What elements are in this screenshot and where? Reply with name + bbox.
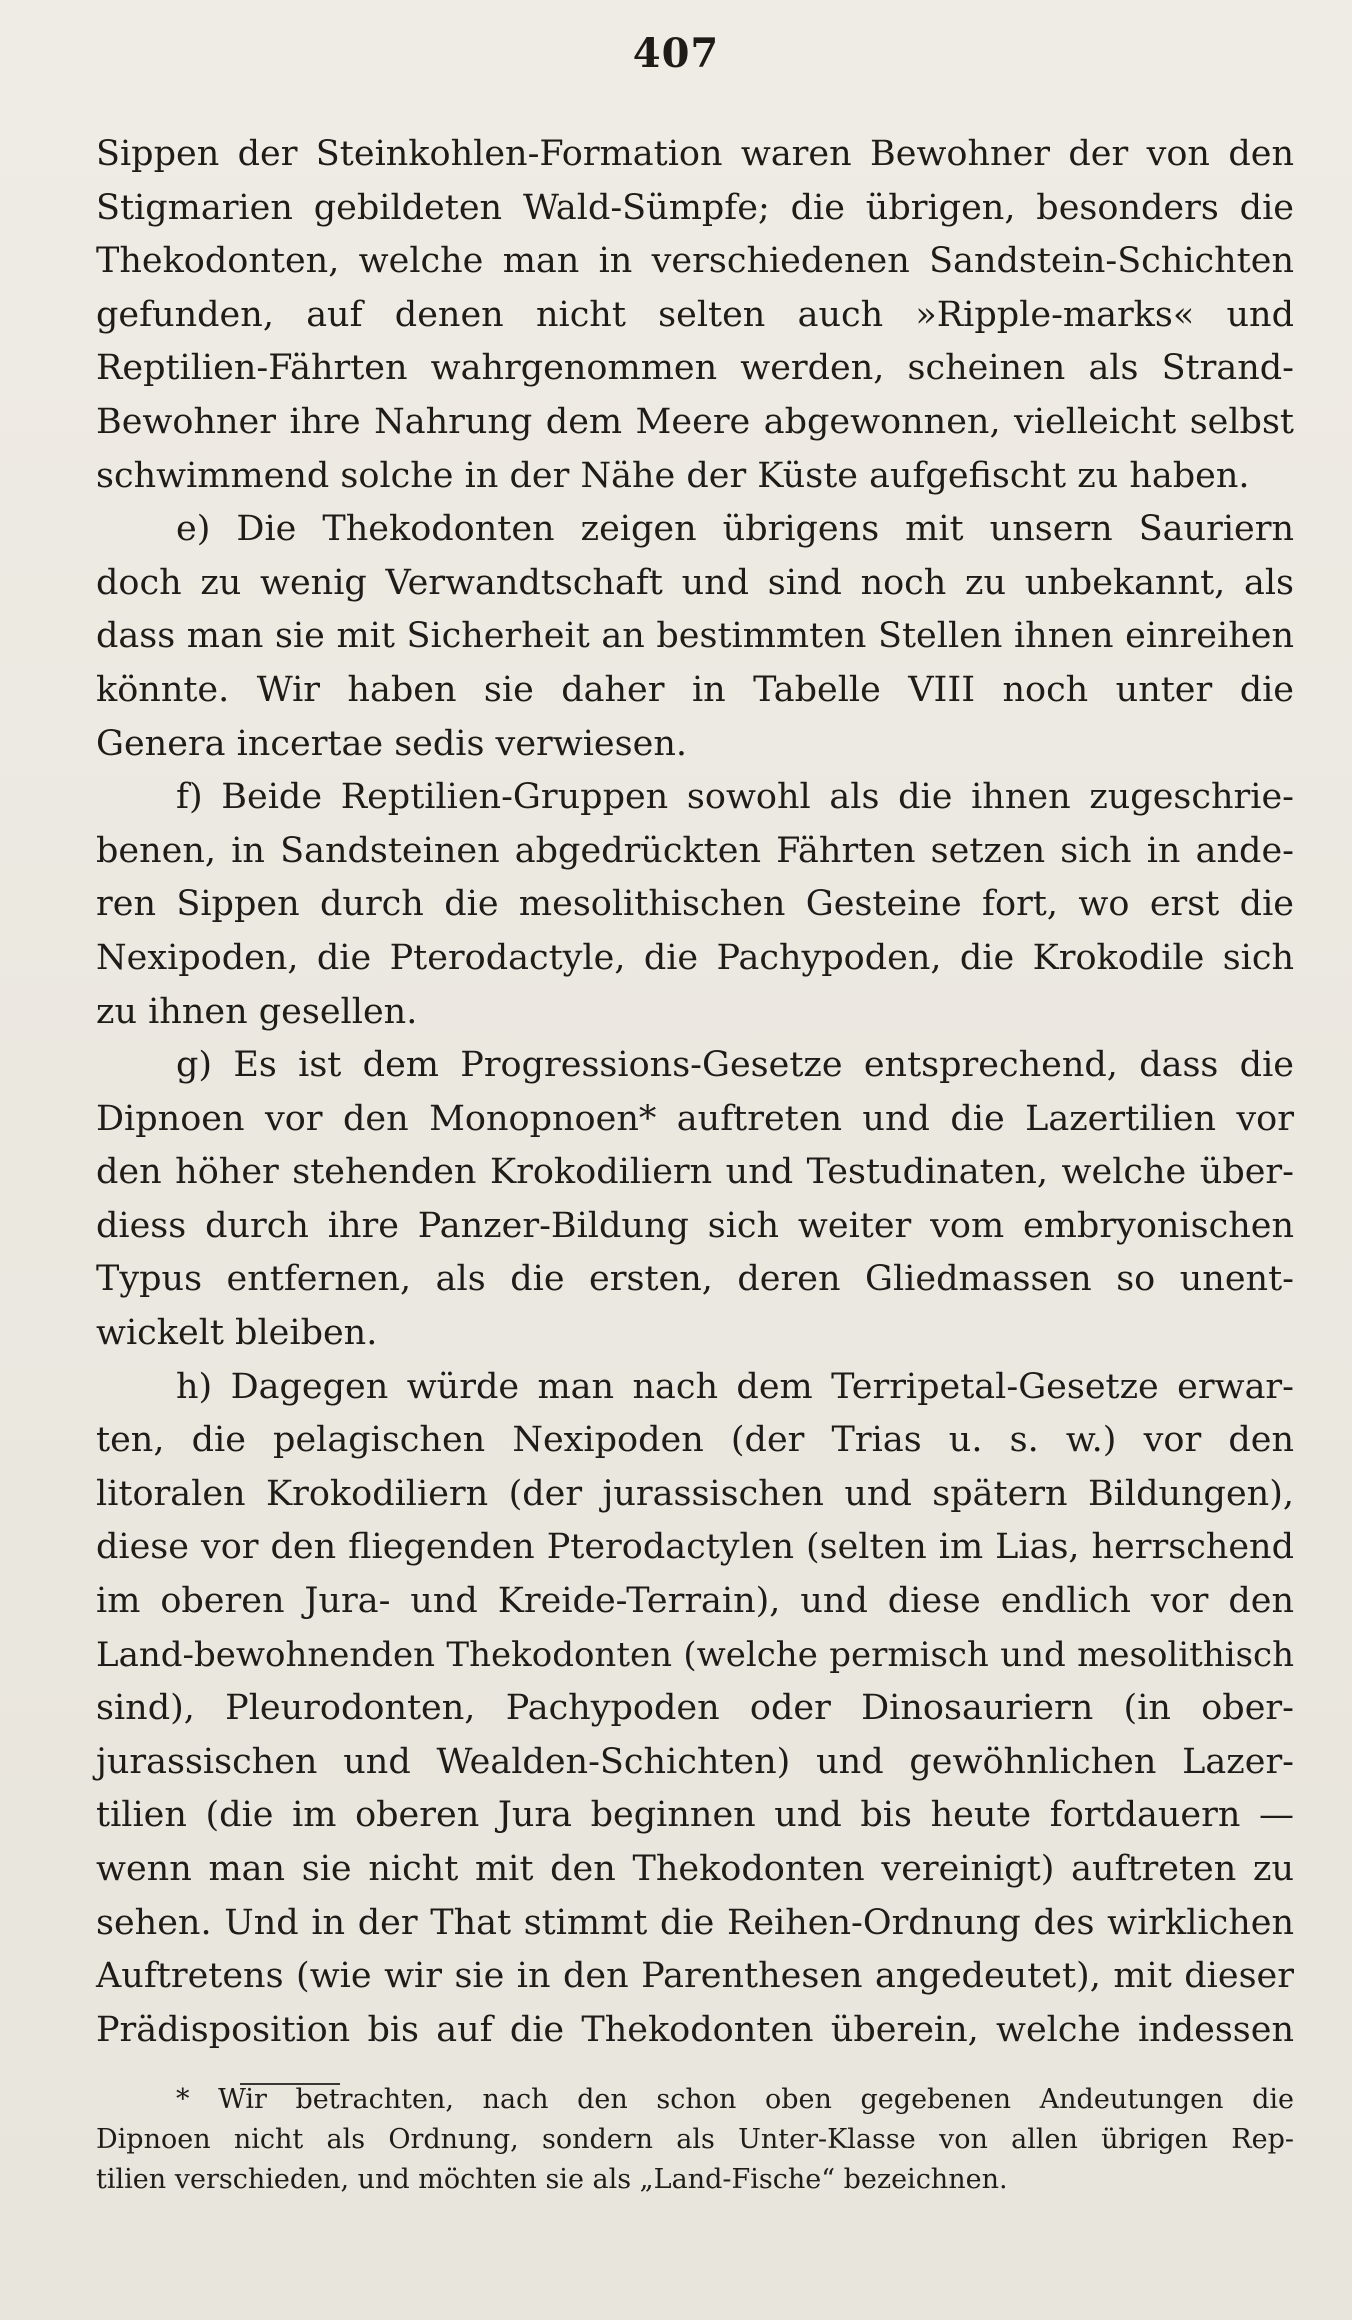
body-text: [96, 128, 1294, 2057]
text-line: Prädisposition bis auf die Thekodonten überein, welche indessen: [96, 2009, 1294, 2050]
paragraph-e-start: e) Die Thekodonten zeigen übrigens mit unsern Sauriern: [176, 509, 1294, 550]
text-line: litoralen Krokodiliern (der jurassischen und spätern Bildungen),: [96, 1473, 1294, 1514]
page-number: 407: [632, 30, 720, 77]
text-line: dass man sie mit Sicherheit an bestimmten Stellen ihnen einreihen: [96, 616, 1294, 657]
text-line: könnte. Wir haben sie daher in Tabelle VIII noch unter die: [96, 669, 1294, 710]
text-line: ren Sippen durch die mesolithischen Gesteine fort, wo erst die: [96, 884, 1294, 925]
footnote-line: tilien verschieden, und möchten sie als „Land-Fische“ bezeichnen.: [96, 2164, 1008, 2195]
text-line: Nexipoden, die Pterodactyle, die Pachypoden, die Krokodile sich: [96, 937, 1294, 978]
text-line: im oberen Jura- und Kreide-Terrain), und diese endlich vor den: [96, 1581, 1294, 1622]
paragraph-h-start: h) Dagegen würde man nach dem Terripetal-Gesetze erwar-: [176, 1366, 1294, 1407]
text-line: doch zu wenig Verwandtschaft und sind noch zu unbekannt, als: [96, 562, 1294, 603]
text-line: den höher stehenden Krokodiliern und Testudinaten, welche über-: [96, 1152, 1294, 1193]
text-line: sehen. Und in der That stimmt die Reihen-Ordnung des wirklichen: [96, 1902, 1294, 1943]
text-line: Genera incertae sedis verwiesen.: [96, 723, 687, 764]
text-line: Land-bewohnenden Thekodonten (welche permisch und mesolithisch: [96, 1634, 1294, 1675]
text-line: Typus entfernen, als die ersten, deren Gliedmassen so unent-: [96, 1259, 1294, 1300]
text-line: ten, die pelagischen Nexipoden (der Trias u. s. w.) vor den: [96, 1420, 1294, 1461]
paragraph-g-start: g) Es ist dem Progressions-Gesetze entsprechend, dass die: [176, 1045, 1294, 1086]
text-line: diese vor den fliegenden Pterodactylen (selten im Lias, herrschend: [96, 1527, 1294, 1568]
text-line: diess durch ihre Panzer-Bildung sich weiter vom embryonischen: [96, 1205, 1294, 1246]
footnote-line: * Wir betrachten, nach den schon oben gegebenen Andeutungen die: [176, 2084, 1294, 2115]
text-line: Thekodonten, welche man in verschiedenen Sandstein-Schichten: [96, 241, 1294, 282]
text-line: wickelt bleiben.: [96, 1313, 378, 1354]
text-line: zu ihnen gesellen.: [96, 991, 418, 1032]
text-line: Dipnoen vor den Monopnoen* auftreten und die Lazertilien vor: [96, 1098, 1294, 1139]
footnote: [96, 2080, 1294, 2200]
text-line: Bewohner ihre Nahrung dem Meere abgewonnen, vielleicht selbst: [96, 401, 1294, 442]
text-line: jurassischen und Wealden-Schichten) und gewöhnlichen Lazer-: [96, 1741, 1294, 1782]
footnote-line: Dipnoen nicht als Ordnung, sondern als Unter-Klasse von allen übrigen Rep-: [96, 2124, 1294, 2155]
paragraph-f-start: f) Beide Reptilien-Gruppen sowohl als die ihnen zugeschrie-: [176, 777, 1294, 818]
text-line: Stigmarien gebildeten Wald-Sümpfe; die übrigen, besonders die: [96, 187, 1294, 228]
text-line: Auftretens (wie wir sie in den Parenthesen angedeutet), mit dieser: [96, 1956, 1294, 1997]
text-line: wenn man sie nicht mit den Thekodonten vereinigt) auftreten zu: [96, 1849, 1294, 1889]
text-line: schwimmend solche in der Nähe der Küste aufgefischt zu haben.: [96, 455, 1250, 496]
text-line: tilien (die im oberen Jura beginnen und bis heute fortdauern —: [96, 1795, 1294, 1836]
text-line: benen, in Sandsteinen abgedrückten Fährten setzen sich in ande-: [96, 830, 1294, 871]
text-line: gefunden, auf denen nicht selten auch »Ripple-marks« und: [96, 294, 1294, 335]
text-line: sind), Pleurodonten, Pachypoden oder Dinosauriern (in ober-: [96, 1688, 1294, 1729]
text-line: Sippen der Steinkohlen-Formation waren Bewohner der von den: [96, 134, 1294, 174]
text-line: Reptilien-Fährten wahrgenommen werden, scheinen als Strand-: [96, 348, 1294, 389]
